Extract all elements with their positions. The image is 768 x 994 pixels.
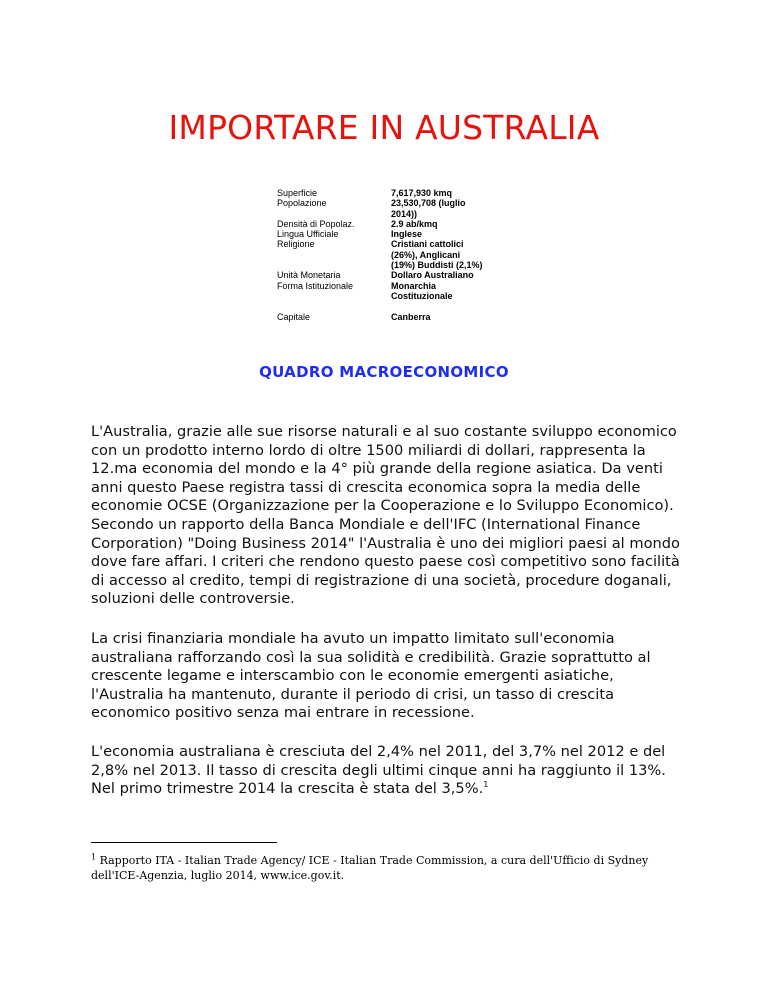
footnote-ref: 1 (483, 780, 489, 790)
footnote (91, 853, 691, 883)
paragraph-2: La crisi finanziaria mondiale ha avuto un impatto limitato sull'economia australiana rafforzando così la sua solidità e credibilità. Grazie soprattutto al crescente legame e interscambio con le economie emergenti asiatiche, l'Australia ha mantenuto, durante il periodo di crisi, un tasso di crescita economico positivo senza mai entrare in recessione. (91, 630, 651, 722)
footnote-mark: 1 (91, 852, 97, 862)
fact-label: Forma Istituzionale (277, 280, 354, 291)
fact-row-forma (277, 281, 483, 302)
fact-value: 2.9 ab/kmq (391, 218, 438, 229)
fact-value: Monarchia Costituzionale (391, 280, 453, 301)
paragraph-1a: L'Australia, grazie alle sue risorse naturali e al suo costante sviluppo economico con un prodotto interno lordo di oltre 1500 miliardi di dollari, rappresenta la 12.ma economia del mondo e la 4° più grande della regione asiatica. Da venti anni questo Paese registra tassi di crescita economica sopra la media delle economie OCSE (Organizzazione per la Cooperazione e lo Sviluppo Economico). (91, 423, 677, 515)
fact-value: 7,617,930 kmq (391, 188, 453, 198)
paragraph-1b: Secondo un rapporto della Banca Mondiale e dell'IFC (International Finance Corporation) "Doing Business 2014" l'Australia è uno dei migliori paesi al mondo dove fare affari. I criteri che rendono questo paese così competitivo sono facilità di accesso al credito, tempi di registrazione di una società, procedure doganali, soluzioni delle controversie. (91, 515, 680, 608)
fact-row-capitale (277, 312, 483, 322)
paragraph-3 (91, 743, 683, 799)
fact-value: Cristiani cattolici (26%), Anglicani (19%) Buddisti (2,1%) (391, 239, 483, 271)
fact-label: Unità Monetaria (277, 270, 341, 281)
fact-row-lingua (277, 229, 483, 239)
fact-label: Lingua Ufficiale (277, 229, 339, 240)
fact-row-densita (277, 219, 483, 229)
fact-value: Canberra (391, 311, 431, 322)
fact-label: Superficie (277, 188, 318, 198)
document-title: IMPORTARE IN AUSTRALIA (168, 108, 600, 147)
paragraph-1 (91, 423, 683, 609)
fact-label: Densità di Popolaz. (277, 218, 355, 229)
fact-row-religione (277, 239, 483, 270)
fact-value: 23,530,708 (luglio 2014)) (391, 198, 466, 219)
country-facts-table (277, 188, 483, 322)
footnote-divider (91, 842, 277, 843)
fact-label: Religione (277, 239, 315, 250)
fact-value: Inglese (391, 229, 423, 240)
fact-row-superficie (277, 188, 483, 198)
section-title: QUADRO MACROECONOMICO (259, 363, 509, 381)
fact-label: Popolazione (277, 198, 327, 209)
fact-value: Dollaro Australiano (391, 270, 474, 281)
paragraph-3-text: L'economia australiana è cresciuta del 2,4% nel 2011, del 3,7% nel 2012 e del 2,8% nel 2013. Il tasso di crescita degli ultimi cinque anni ha raggiunto il 13%. Nel primo trimestre 2014 la crescita è stata del 3,5%. (91, 743, 666, 798)
fact-row-unita (277, 270, 483, 280)
fact-label: Capitale (277, 311, 311, 322)
fact-row-popolazione (277, 198, 483, 219)
footnote-text: Rapporto ITA - Italian Trade Agency/ ICE - Italian Trade Commission, a cura dell'Ufficio di Sydney dell'ICE-Agenzia, luglio 2014, www.ice.gov.it. (91, 854, 649, 882)
